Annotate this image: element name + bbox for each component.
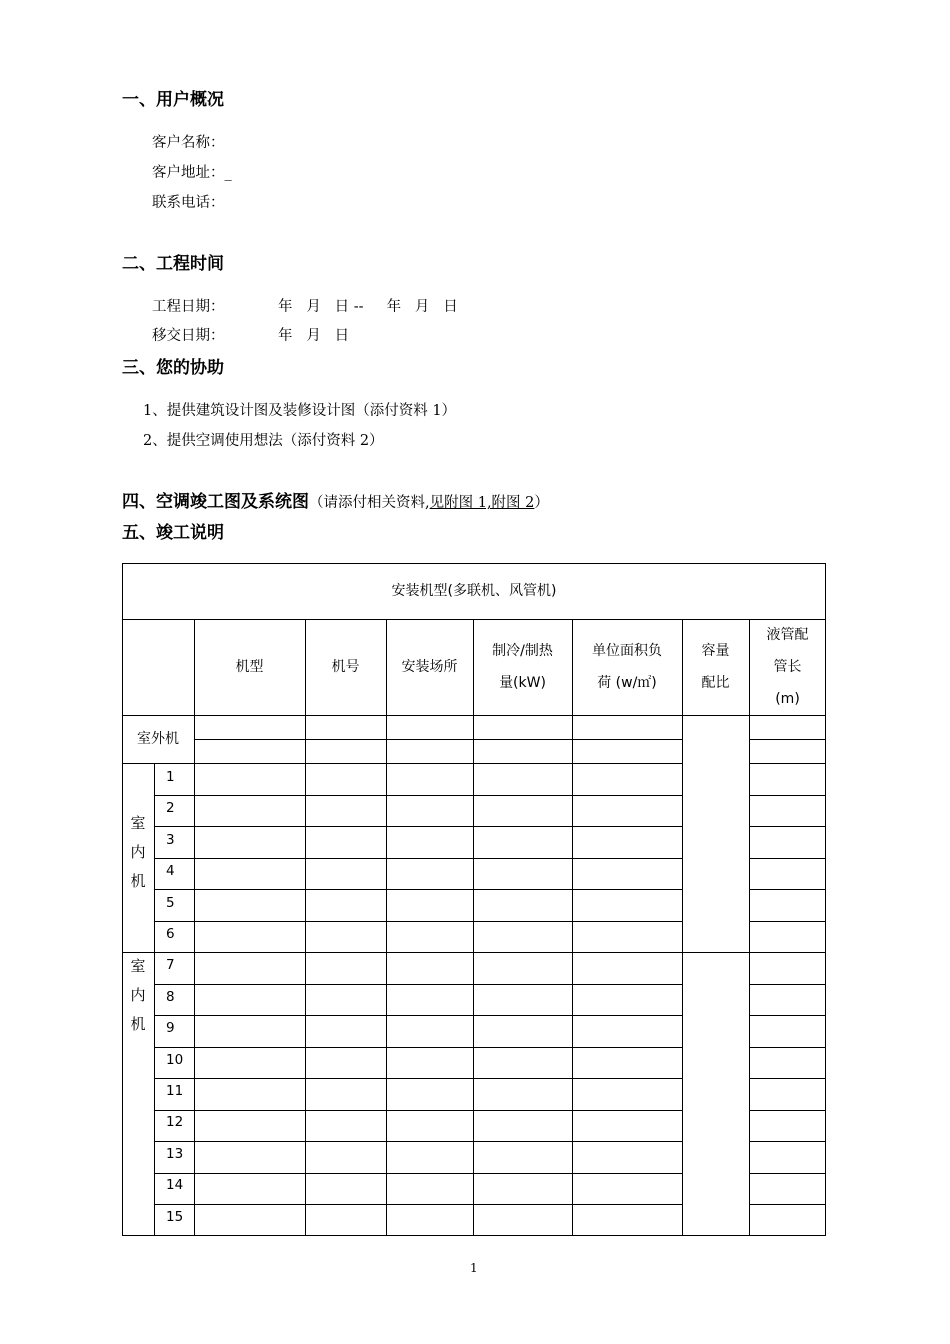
indoor-label-a-1: 室	[130, 814, 146, 832]
table-line-v	[749, 619, 750, 1236]
row-number-14: 14	[166, 1177, 184, 1194]
table-line-h	[194, 739, 682, 740]
table-line-h	[749, 739, 826, 740]
indoor-label-b-3: 机	[130, 1015, 146, 1033]
assist-item-2: 2、提供空调使用想法（添付资料 2）	[143, 433, 384, 449]
header-ratio-line2: 配比	[701, 675, 730, 691]
indoor-label-a-2: 内	[130, 843, 146, 861]
indoor-label-a	[128, 809, 148, 896]
header-ratio	[682, 619, 749, 715]
row-number-9: 9	[166, 1020, 175, 1037]
section-1-title: 一、用户概况	[122, 90, 224, 110]
row-number-3: 3	[166, 831, 175, 848]
table-line-h	[749, 1173, 826, 1174]
table-line-h	[154, 1078, 682, 1079]
table-line-h	[749, 1141, 826, 1142]
table-line-h	[749, 889, 826, 890]
row-number-4: 4	[166, 863, 175, 880]
table-line-v	[154, 763, 155, 1236]
table-line-h	[749, 921, 826, 922]
header-load-line2: 荷 (w/㎡)	[597, 675, 657, 691]
header-location: 安装场所	[401, 659, 458, 675]
header-pipe-line2: 管长	[773, 659, 802, 675]
header-pipe	[749, 619, 826, 715]
table-line-h	[749, 1078, 826, 1079]
indoor-label-b	[128, 952, 148, 1039]
table-line-h	[749, 763, 826, 764]
table-line-v	[305, 619, 306, 1236]
row-number-10: 10	[166, 1051, 184, 1068]
header-capacity-line2: 量(kW)	[499, 675, 546, 691]
row-number-5: 5	[166, 894, 175, 911]
indoor-label-a-3: 机	[130, 872, 146, 890]
table-line-h	[682, 952, 749, 953]
table-line-h	[122, 619, 826, 620]
table-line-h	[749, 858, 826, 859]
section-4-title: 四、空调竣工图及系统图	[122, 492, 309, 512]
project-date-label: 工程日期：	[152, 299, 225, 315]
customer-name-label: 客户名称：	[152, 135, 225, 151]
table-line-h	[122, 952, 682, 953]
page-number: 1	[470, 1261, 478, 1275]
table-border-top	[122, 563, 826, 564]
outdoor-unit-label: 室外机	[137, 731, 179, 747]
table-line-h	[749, 826, 826, 827]
table-line-h	[154, 889, 682, 890]
table-line-h	[154, 826, 682, 827]
header-capacity-line1: 制冷/制热	[492, 643, 553, 659]
row-number-8: 8	[166, 988, 175, 1005]
table-line-v	[572, 619, 573, 1236]
table-border-left	[122, 563, 123, 1236]
row-number-2: 2	[166, 800, 175, 817]
table-line-h	[749, 1204, 826, 1205]
table-border-right	[825, 563, 826, 1236]
handover-date-label: 移交日期：	[152, 328, 225, 344]
row-number-11: 11	[166, 1083, 184, 1099]
table-line-v	[682, 619, 683, 1236]
indoor-label-b-2: 内	[130, 986, 146, 1004]
row-number-7: 7	[166, 957, 175, 974]
completion-table	[122, 563, 826, 1236]
table-line-v	[473, 619, 474, 1236]
header-load-line1: 单位面积负	[592, 643, 662, 659]
section-4-note-suffix: ）	[534, 495, 549, 511]
row-number-15: 15	[166, 1208, 184, 1225]
row-number-12: 12	[166, 1114, 184, 1131]
header-pipe-line3: (m)	[775, 691, 800, 707]
section-5-title: 五、竣工说明	[122, 523, 224, 543]
contact-phone-label: 联系电话：	[152, 195, 225, 211]
table-line-h	[154, 1047, 682, 1048]
table-line-h	[154, 984, 682, 985]
table-line-h	[154, 1141, 682, 1142]
table-line-h	[749, 1047, 826, 1048]
row-number-1: 1	[166, 769, 175, 785]
section-4-note-link: 见附图 1,附图 2	[429, 495, 535, 511]
customer-address-label: 客户地址：_	[152, 165, 232, 181]
row-number-6: 6	[166, 926, 175, 942]
indoor-label-b-1: 室	[130, 957, 146, 975]
header-model: 机型	[235, 659, 264, 675]
header-capacity	[473, 619, 572, 715]
table-line-v	[194, 619, 195, 1236]
table-line-h	[749, 1110, 826, 1111]
table-line-h	[749, 795, 826, 796]
table-line-v	[386, 619, 387, 1236]
row-number-13: 13	[166, 1145, 184, 1162]
project-date-value: 年 月 日 -- 年 月 日	[278, 299, 458, 315]
table-line-h	[154, 795, 682, 796]
section-4-heading	[122, 492, 549, 513]
table-caption: 安装机型(多联机、风管机)	[391, 583, 557, 599]
section-2-title: 二、工程时间	[122, 254, 224, 274]
table-line-h	[154, 1110, 682, 1111]
table-border-bottom	[122, 1235, 826, 1236]
section-4-note-prefix: （请添付相关资料,	[309, 495, 430, 511]
header-load	[572, 619, 682, 715]
header-unit-no: 机号	[331, 659, 360, 675]
table-line-h	[154, 1173, 682, 1174]
table-line-h	[122, 715, 826, 716]
table-line-h	[749, 1015, 826, 1016]
table-line-h	[154, 1015, 682, 1016]
table-line-h	[749, 984, 826, 985]
header-pipe-line1: 液管配	[766, 627, 809, 643]
section-3-title: 三、您的协助	[122, 358, 224, 378]
table-line-h	[154, 858, 682, 859]
table-line-h	[122, 763, 682, 764]
header-ratio-line1: 容量	[701, 643, 730, 659]
table-line-h	[154, 921, 682, 922]
assist-item-1: 1、提供建筑设计图及装修设计图（添付资料 1）	[143, 403, 457, 419]
table-line-h	[749, 952, 826, 953]
table-line-h	[154, 1204, 682, 1205]
handover-date-value: 年 月 日	[278, 328, 350, 344]
